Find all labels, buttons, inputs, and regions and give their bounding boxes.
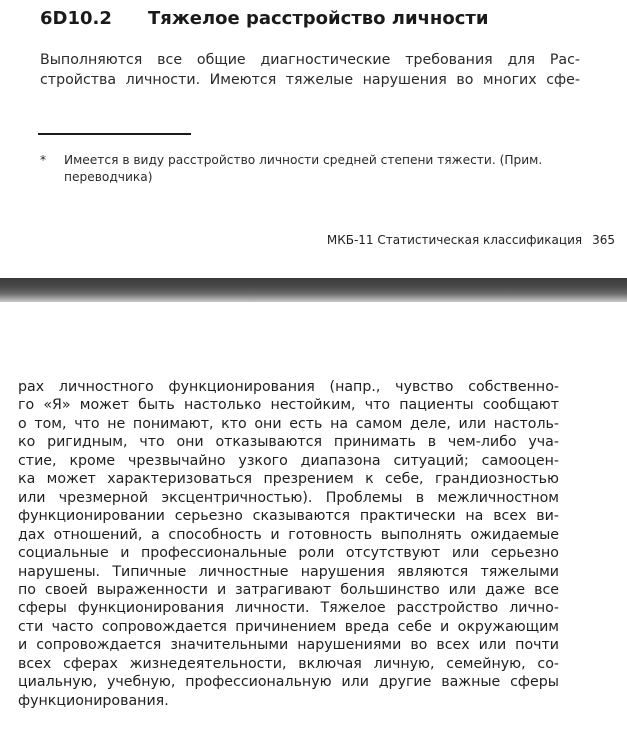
text-line: го «Я» может быть настолько нестойким, что пациенты сообщают — [18, 397, 559, 414]
footnote — [40, 152, 585, 186]
text-line: по своей выраженности и затрагивают большинство или даже все — [18, 581, 559, 598]
text-line: сферы функционирования личности. Тяжелое расстройство лично- — [18, 600, 559, 617]
top-page — [0, 0, 627, 278]
text-line: дах отношений, а способность и готовность выполнять ожидаемые — [18, 526, 559, 543]
text-line: рах личностного функционирования (напр., чувство собственно- — [18, 379, 559, 395]
text-line: стройства личности. Имеются тяжелые нарушения во многих сфе- — [40, 72, 580, 88]
text-line: и сопровождается значительными нарушениями во всех или почти — [18, 637, 559, 654]
footnote-text: Имеется в виду расстройство личности средней степени тяжести. (Прим. переводчика) — [64, 153, 543, 184]
text-line: нарушены. Типичные личностные нарушения являются тяжелыми — [18, 563, 559, 580]
text-line: функционирования. — [18, 692, 169, 709]
text-line: сти часто сопровождается причинением вреда себе и окружающим — [18, 618, 559, 635]
text-line: ко ригидным, что они отказываются принимать в чем-либо уча- — [18, 434, 559, 451]
text-line: социальные и профессиональные роли отсутствуют или серьезно — [18, 545, 559, 562]
text-line: о том, что не понимают, кто они есть на самом деле, или настоль- — [18, 415, 559, 432]
footnote-mark: * — [40, 153, 47, 167]
footnote-divider — [38, 133, 191, 135]
section-heading — [40, 8, 488, 30]
section-title: Тяжелое расстройство личности — [148, 8, 489, 29]
text-line: функционировании серьезно сказываются практически на всех ви- — [18, 508, 559, 525]
text-line: Выполняются все общие диагностические требования для Рас- — [40, 52, 580, 68]
body-paragraph — [18, 378, 559, 710]
footer-title: МКБ-11 Статистическая классификация — [326, 233, 583, 247]
page-separator — [0, 278, 627, 302]
text-line: или чрезмерной эксцентричностью). Проблемы в межличностном — [18, 489, 559, 506]
section-code: 6D10.2 — [40, 8, 112, 29]
text-line: всех сферах жизнедеятельности, включая личную, семейную, со- — [18, 655, 559, 672]
page-number: 365 — [592, 233, 615, 247]
section-intro-text — [40, 50, 580, 90]
bottom-page — [0, 302, 627, 741]
running-footer — [327, 232, 615, 248]
text-line: циальную, учебную, профессиональную или другие важные сферы — [18, 674, 559, 691]
text-line: ка может характеризоваться презрением к себе, грандиозностью — [18, 471, 559, 488]
text-line: стие, кроме чрезвычайно узкого диапазона ситуаций; самооцен- — [18, 452, 559, 469]
